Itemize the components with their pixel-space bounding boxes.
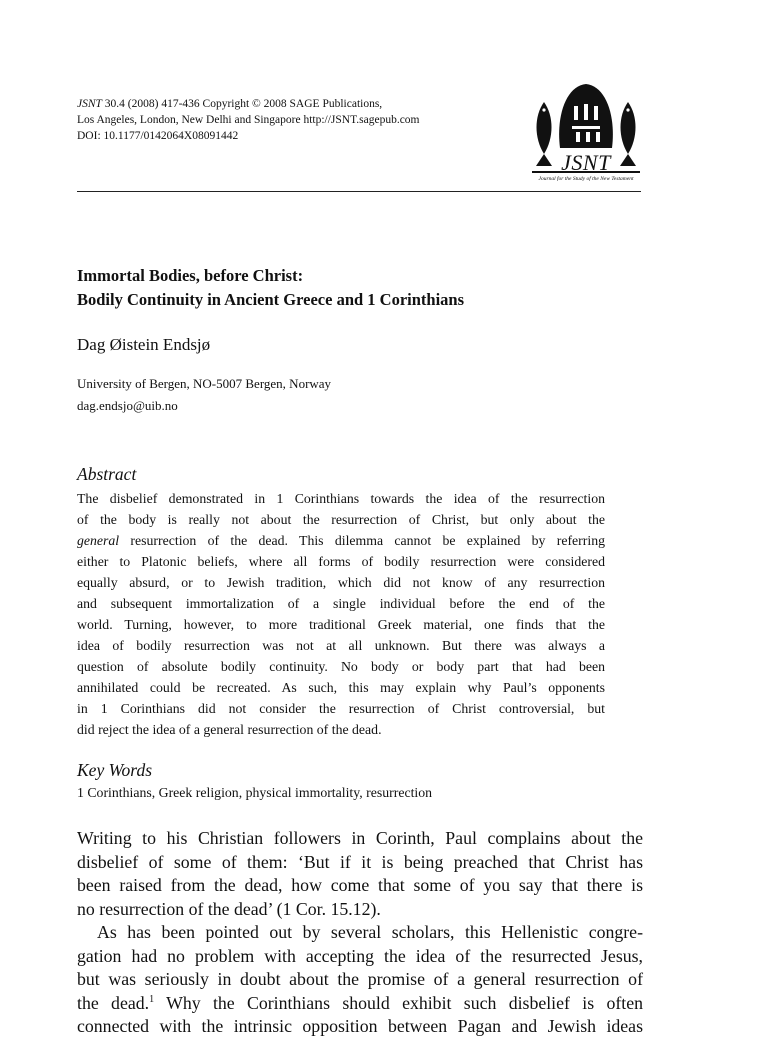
- body-line: Writing to his Christian followers in Corinth, Paul complains about the: [77, 828, 643, 848]
- abstract-line: world. Turning, however, to more traditional Greek material, one finds that the: [77, 617, 605, 632]
- author-affiliation: [77, 373, 331, 417]
- body-line: gation had no problem with accepting the idea of the resurrected Jesus,: [77, 945, 643, 966]
- abstract-line: idea of bodily resurrection was not at all unknown. But there was always a: [77, 638, 605, 653]
- citation-details: 30.4 (2008) 417-436 Copyright © 2008 SAGE Publications,: [101, 98, 383, 110]
- body-line: As has been pointed out by several scholars, this Hellenistic congre-: [97, 922, 643, 942]
- citation-line-2: Los Angeles, London, New Delhi and Singapore http://JSNT.sagepub.com: [77, 114, 420, 126]
- title-line-2: Bodily Continuity in Ancient Greece and 1 Corinthians: [77, 290, 465, 309]
- title-line-1: Immortal Bodies, before Christ:: [77, 266, 304, 285]
- article-title: [77, 264, 641, 312]
- author-email: dag.endsjo@uib.no: [77, 398, 178, 413]
- citation-line-1: [77, 96, 497, 112]
- body-line: but was seriously in doubt about the promise of a general resurrection of: [77, 969, 643, 989]
- keywords-text: 1 Corinthians, Greek religion, physical immortality, resurrection: [77, 785, 433, 800]
- body-line: disbelief of some of them: ‘But if it is being preached that Christ has: [77, 851, 643, 872]
- abstract-line: annihilated could be recreated. As such, this may explain why Paul’s opponents: [77, 680, 605, 695]
- journal-abbrev: JSNT: [77, 98, 102, 110]
- jsnt-logo: [530, 76, 642, 188]
- abstract-line: general resurrection of the dead. This dilemma cannot be explained by referring: [77, 533, 605, 548]
- abstract-line: of the body is really not about the resurrection of Christ, but only about the: [77, 512, 605, 527]
- citation-header: [77, 96, 497, 144]
- body-line: been raised from the dead, how come that some of you say that there is: [77, 875, 643, 895]
- logo-tagline: Journal for the Study of the New Testament: [538, 176, 634, 182]
- article-body: [77, 827, 643, 1039]
- doi-line: DOI: 10.1177/0142064X08091442: [77, 130, 239, 142]
- institution: University of Bergen, NO-5007 Bergen, Norway: [77, 376, 332, 391]
- emphasis-general: general: [77, 533, 120, 548]
- footnote-marker[interactable]: 1: [149, 993, 155, 1005]
- abstract-line: and subsequent immortalization of a single individual before the end of the: [77, 596, 605, 611]
- abstract-line: question of absolute bodily continuity. No body or body part that had been: [77, 659, 605, 674]
- abstract-line: in 1 Corinthians did not consider the resurrection of Christ controversial, but: [77, 701, 605, 716]
- abstract-text: [77, 488, 605, 740]
- logo-text: JSNT: [561, 150, 611, 175]
- abstract-line: equally absurd, or to Jewish tradition, which did not know of any resurrection: [77, 575, 605, 590]
- abstract-line: either to Platonic beliefs, where all forms of bodily resurrection were considered: [77, 554, 605, 569]
- abstract-line: The disbelief demonstrated in 1 Corinthians towards the idea of the resurrection: [77, 491, 605, 506]
- body-line: no resurrection of the dead’ (1 Cor. 15.12).: [77, 898, 381, 919]
- abstract-line: did reject the idea of a general resurrection of the dead.: [77, 722, 382, 737]
- body-line: connected with the intrinsic opposition between Pagan and Jewish ideas: [77, 1016, 643, 1036]
- abstract-heading: Abstract: [77, 464, 137, 484]
- author-name: Dag Øistein Endsjø: [77, 335, 211, 354]
- header-divider: [77, 191, 641, 192]
- keywords-heading: Key Words: [77, 760, 153, 780]
- body-line: the dead.$^1$ Why the Corinthians should exhibit such disbelief is often: [77, 992, 643, 1013]
